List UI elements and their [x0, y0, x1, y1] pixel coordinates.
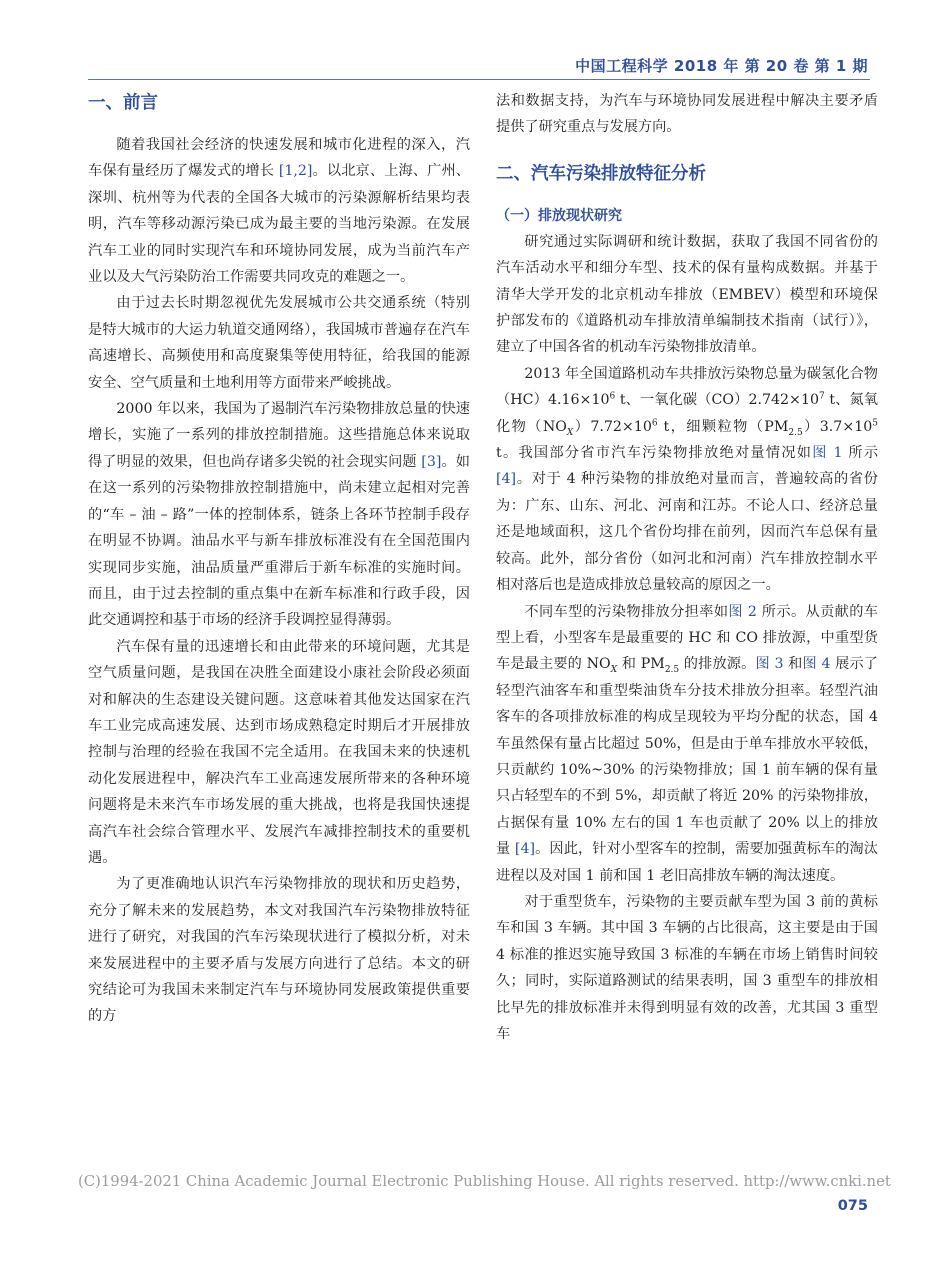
figure-link[interactable]: 图 2: [728, 603, 757, 620]
paragraph: 由于过去长时期忽视优先发展城市公共交通系统（特别是特大城市的大运力轨道交通网络），我国城市普遍存在汽车高速增长、高频使用和高度聚集等使用特征，给我国的能源安全、空气质量和土地利用等方面带来严峻挑战。: [88, 295, 470, 391]
subsection-title-status: （一）排放现状研究: [496, 207, 622, 224]
paragraph: 对于重型货车，污染物的主要贡献车型为国 3 前的黄标车和国 3 车辆。其中国 3 车辆的占比很高，这主要是由于国 4 标准的推迟实施导致国 3 标准的车辆在市场上销售时间较久；同时，实际道路测试的结果表明，国 3 重型车的排放相比早先的排放标准并未得到明显有效的改善，尤其国 3 重型车: [496, 893, 878, 1042]
citation-link[interactable]: [1,2]: [278, 163, 313, 180]
section-title-emission-analysis: 二、汽车污染排放特征分析: [496, 163, 706, 184]
paragraph: 不同车型的污染物排放分担率如图 2 所示。从贡献的车型上看，小型客车是最重要的 HC 和 CO 排放源，中重型货车是最主要的 $NO_X$ 和 $PM_{2.5}$ 的排放源。图 3 和图 4 展示了轻型汽油客车和重型柴油货车分技术排放分担率。轻型汽油客车的各项排放标准的构成呈现较为平均分配的状态，国 4 车虽然保有量占比超过 50%，但是由于单车排放水平较低，只贡献约 10%~30% 的污染物排放；国 1 前车辆的保有量只占轻型车的不到 5%，却贡献了将近 20% 的污染物排放，占据保有量 10% 左右的国 1 车也贡献了 20% 以上的排放量 [4]。因此，针对小型客车的控制，需要加强黄标车的淘汰进程以及对国 1 前和国 1 老旧高排放车辆的淘汰速度。: [496, 603, 878, 884]
right-column: [496, 88, 878, 1047]
page-number: 075: [837, 1198, 868, 1214]
section-title-intro: 一、前言: [88, 93, 158, 113]
figure-link[interactable]: 图 3: [755, 656, 784, 673]
citation-link[interactable]: [4]: [514, 841, 536, 858]
citation-link[interactable]: [4]: [496, 471, 517, 488]
figure-link[interactable]: 图 1: [812, 445, 843, 462]
citation-link[interactable]: [3]: [421, 453, 442, 470]
copyright-notice: (C)1994-2021 China Academic Journal Electronic Publishing House. All rights reserved. http://www.cnki.net: [78, 1173, 891, 1190]
running-head: 中国工程科学 2018 年 第 20 卷 第 1 期: [575, 57, 868, 75]
left-column: [88, 88, 470, 1030]
paragraph: 2000 年以来，我国为了遏制汽车污染物排放总量的快速增长，实施了一系列的排放控制措施。这些措施总体来说取得了明显的效果，但也尚存诸多尖锐的社会现实问题 [3]。如在这一系列的污染物排放控制措施中，尚未建立起相对完善的“车 – 油 – 路”一体的控制体系，链条上各环节控制手段存在明显不协调。油品水平与新车排放标准没有在全国范围内实现同步实施，油品质量严重滞后于新车标准的实施时间。而且，由于过去控制的重点集中在新车标准和行政手段，因此交通调控和基于市场的经济手段调控显得薄弱。: [88, 401, 470, 629]
figure-link[interactable]: 图 4: [802, 656, 831, 673]
paragraph: 2013 年全国道路机动车共排放污染物总量为碳氢化合物$(HC)4.16\times 10^6$ t、一氧化碳$(CO)2.742\times 10^7$ t、氮氧化物$(NO_X)7.72\times 10^6$ t，细颗粒物$(PM_{2.5})3.7\times 10^5$ t。我国部分省市汽车污染物排放绝对量情况如图 1 所示 [4]。对于 4 种污染物的排放绝对量而言，普遍较高的省份为：广东、山东、河北、河南和江苏。不论人口、经济总量还是地域面积，这几个省份均排在前列，因而汽车总保有量较高。此外，部分省份（如河北和河南）汽车排放控制水平相对落后也是造成排放总量较高的原因之一。: [496, 365, 879, 594]
paragraph: 汽车保有量的迅速增长和由此带来的环境问题，尤其是空气质量问题，是我国在决胜全面建设小康社会阶段必须面对和解决的生态建设关键问题。这意味着其他发达国家在汽车工业完成高速发展、达到市场成熟稳定时期后才开展排放控制与治理的经验在我国不完全适用。在我国未来的快速机动化发展进程中，解决汽车工业高速发展所带来的各种环境问题将是未来汽车市场发展的重大挑战，也将是我国快速提高汽车社会综合管理水平、发展汽车减排控制技术的重要机遇。: [88, 638, 470, 866]
paragraph: 研究通过实际调研和统计数据，获取了我国不同省份的汽车活动水平和细分车型、技术的保有量构成数据。并基于清华大学开发的北京机动车排放（EMBEV）模型和环境保护部发布的《道路机动车排放清单编制技术指南（试行）》，建立了中国各省的机动车污染物排放清单。: [496, 233, 878, 356]
header-rule: [88, 79, 870, 80]
paragraph: 随着我国社会经济的快速发展和城市化进程的深入，汽车保有量经历了爆发式的增长 [1,2]。以北京、上海、广州、深圳、杭州等为代表的全国各大城市的污染源解析结果均表明，汽车等移动源污染已成为最主要的当地污染源。在发展汽车工业的同时实现汽车和环境协同发展，成为当前汽车产业以及大气污染防治工作需要共同攻克的难题之一。: [88, 137, 470, 286]
paragraph: 为了更准确地认识汽车污染物排放的现状和历史趋势，充分了解未来的发展趋势，本文对我国汽车污染物排放特征进行了研究，对我国的汽车污染现状进行了模拟分析，对未来发展进程中的主要矛盾与发展方向进行了总结。本文的研究结论可为我国未来制定汽车与环境协同发展政策提供重要的方: [88, 876, 470, 1025]
paragraph-continued: 法和数据支持，为汽车与环境协同发展进程中解决主要矛盾提供了研究重点与发展方向。: [496, 93, 878, 136]
